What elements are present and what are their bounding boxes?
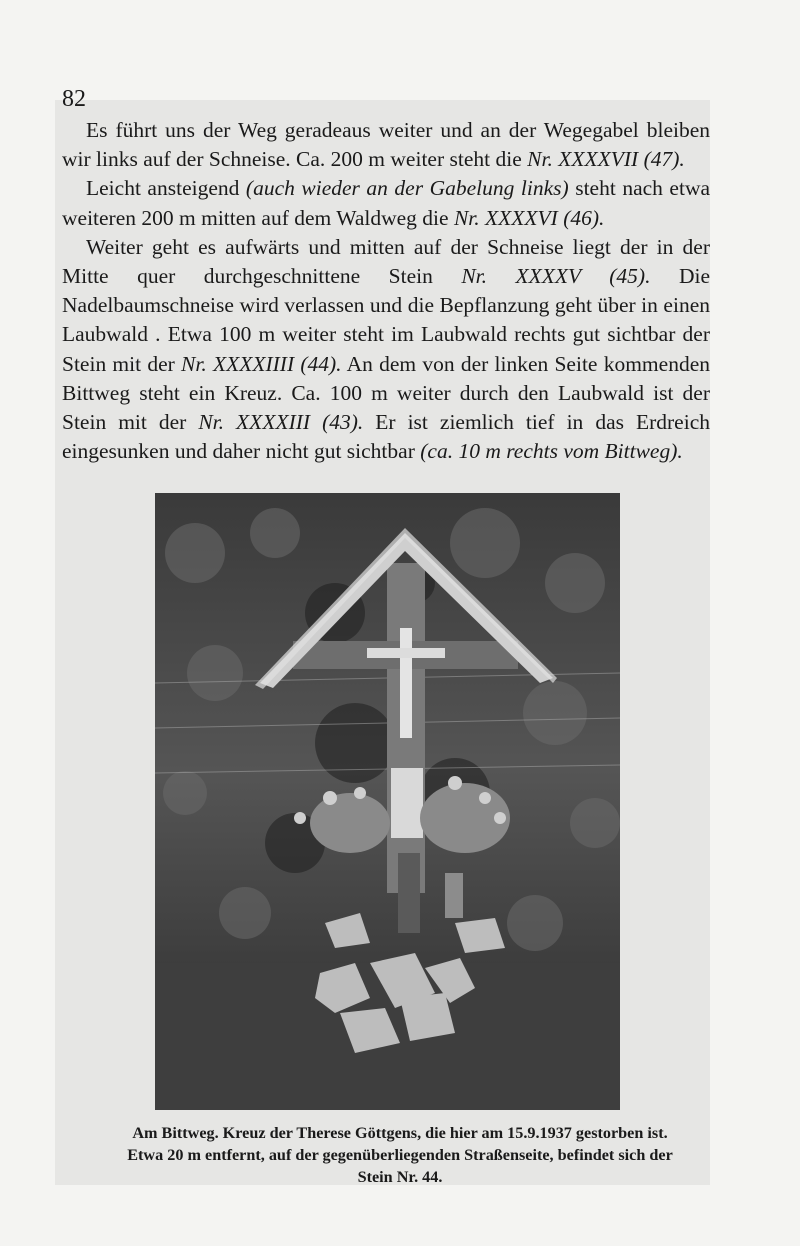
cross-photograph bbox=[155, 493, 620, 1110]
italic-reference: Nr. XXXXV (45). bbox=[461, 264, 651, 289]
italic-reference: (auch wieder an der Gabelung links) bbox=[245, 176, 569, 201]
caption-line: Etwa 20 m entfernt, auf der gegenüberliegenden Straßenseite, befindet sich der bbox=[127, 1146, 673, 1164]
text-run: Er ist ziemlich tief in das Erdreich eingesunken und daher nicht gut sichtbar bbox=[62, 410, 710, 464]
cross-photo-image bbox=[155, 493, 620, 1110]
paragraph bbox=[62, 174, 710, 232]
caption-line: Am Bittweg. Kreuz der Therese Göttgens, die hier am 15.9.1937 gestorben ist. bbox=[132, 1124, 668, 1142]
text-run: Weiter geht es aufwärts und mitten auf der Schneise liegt der in der Mitte quer durchgeschnittene Stein bbox=[62, 234, 710, 289]
text-run: An dem von der linken Seite kommenden Bittweg steht ein Kreuz. Ca. 100 m weiter durch den Laubwald ist der Stein mit der bbox=[62, 351, 710, 435]
italic-reference: (ca. 10 m rechts vom Bittweg). bbox=[420, 439, 683, 464]
text-run: Leicht ansteigend bbox=[86, 176, 246, 201]
caption-line: Stein Nr. 44. bbox=[357, 1168, 443, 1186]
italic-reference: Nr. XXXXIII (43). bbox=[198, 410, 364, 435]
italic-reference: Nr. XXXXVI (46). bbox=[453, 205, 605, 230]
text-run: Die Nadelbaumschneise wird verlassen und die Bepflanzung geht über in einen Laubwald . Etwa 100 m weiter steht im Laubwald rechts gut sichtbar der Stein mit der bbox=[62, 264, 710, 376]
text-run: Es führt uns der Weg geradeaus weiter und an der Wegegabel bleiben wir links auf der Schneise. Ca. 200 m weiter steht die bbox=[62, 118, 710, 172]
paragraph bbox=[62, 116, 710, 174]
italic-reference: Nr. XXXXVII (47). bbox=[527, 147, 685, 172]
italic-reference: Nr. XXXXIIII (44). bbox=[181, 351, 342, 376]
figure-caption bbox=[60, 1122, 740, 1188]
body-text bbox=[62, 116, 710, 466]
text-run: steht nach etwa weiteren 200 m mitten auf dem Waldweg die bbox=[62, 176, 711, 230]
page-number: 82 bbox=[62, 86, 86, 112]
paragraph bbox=[62, 233, 710, 467]
